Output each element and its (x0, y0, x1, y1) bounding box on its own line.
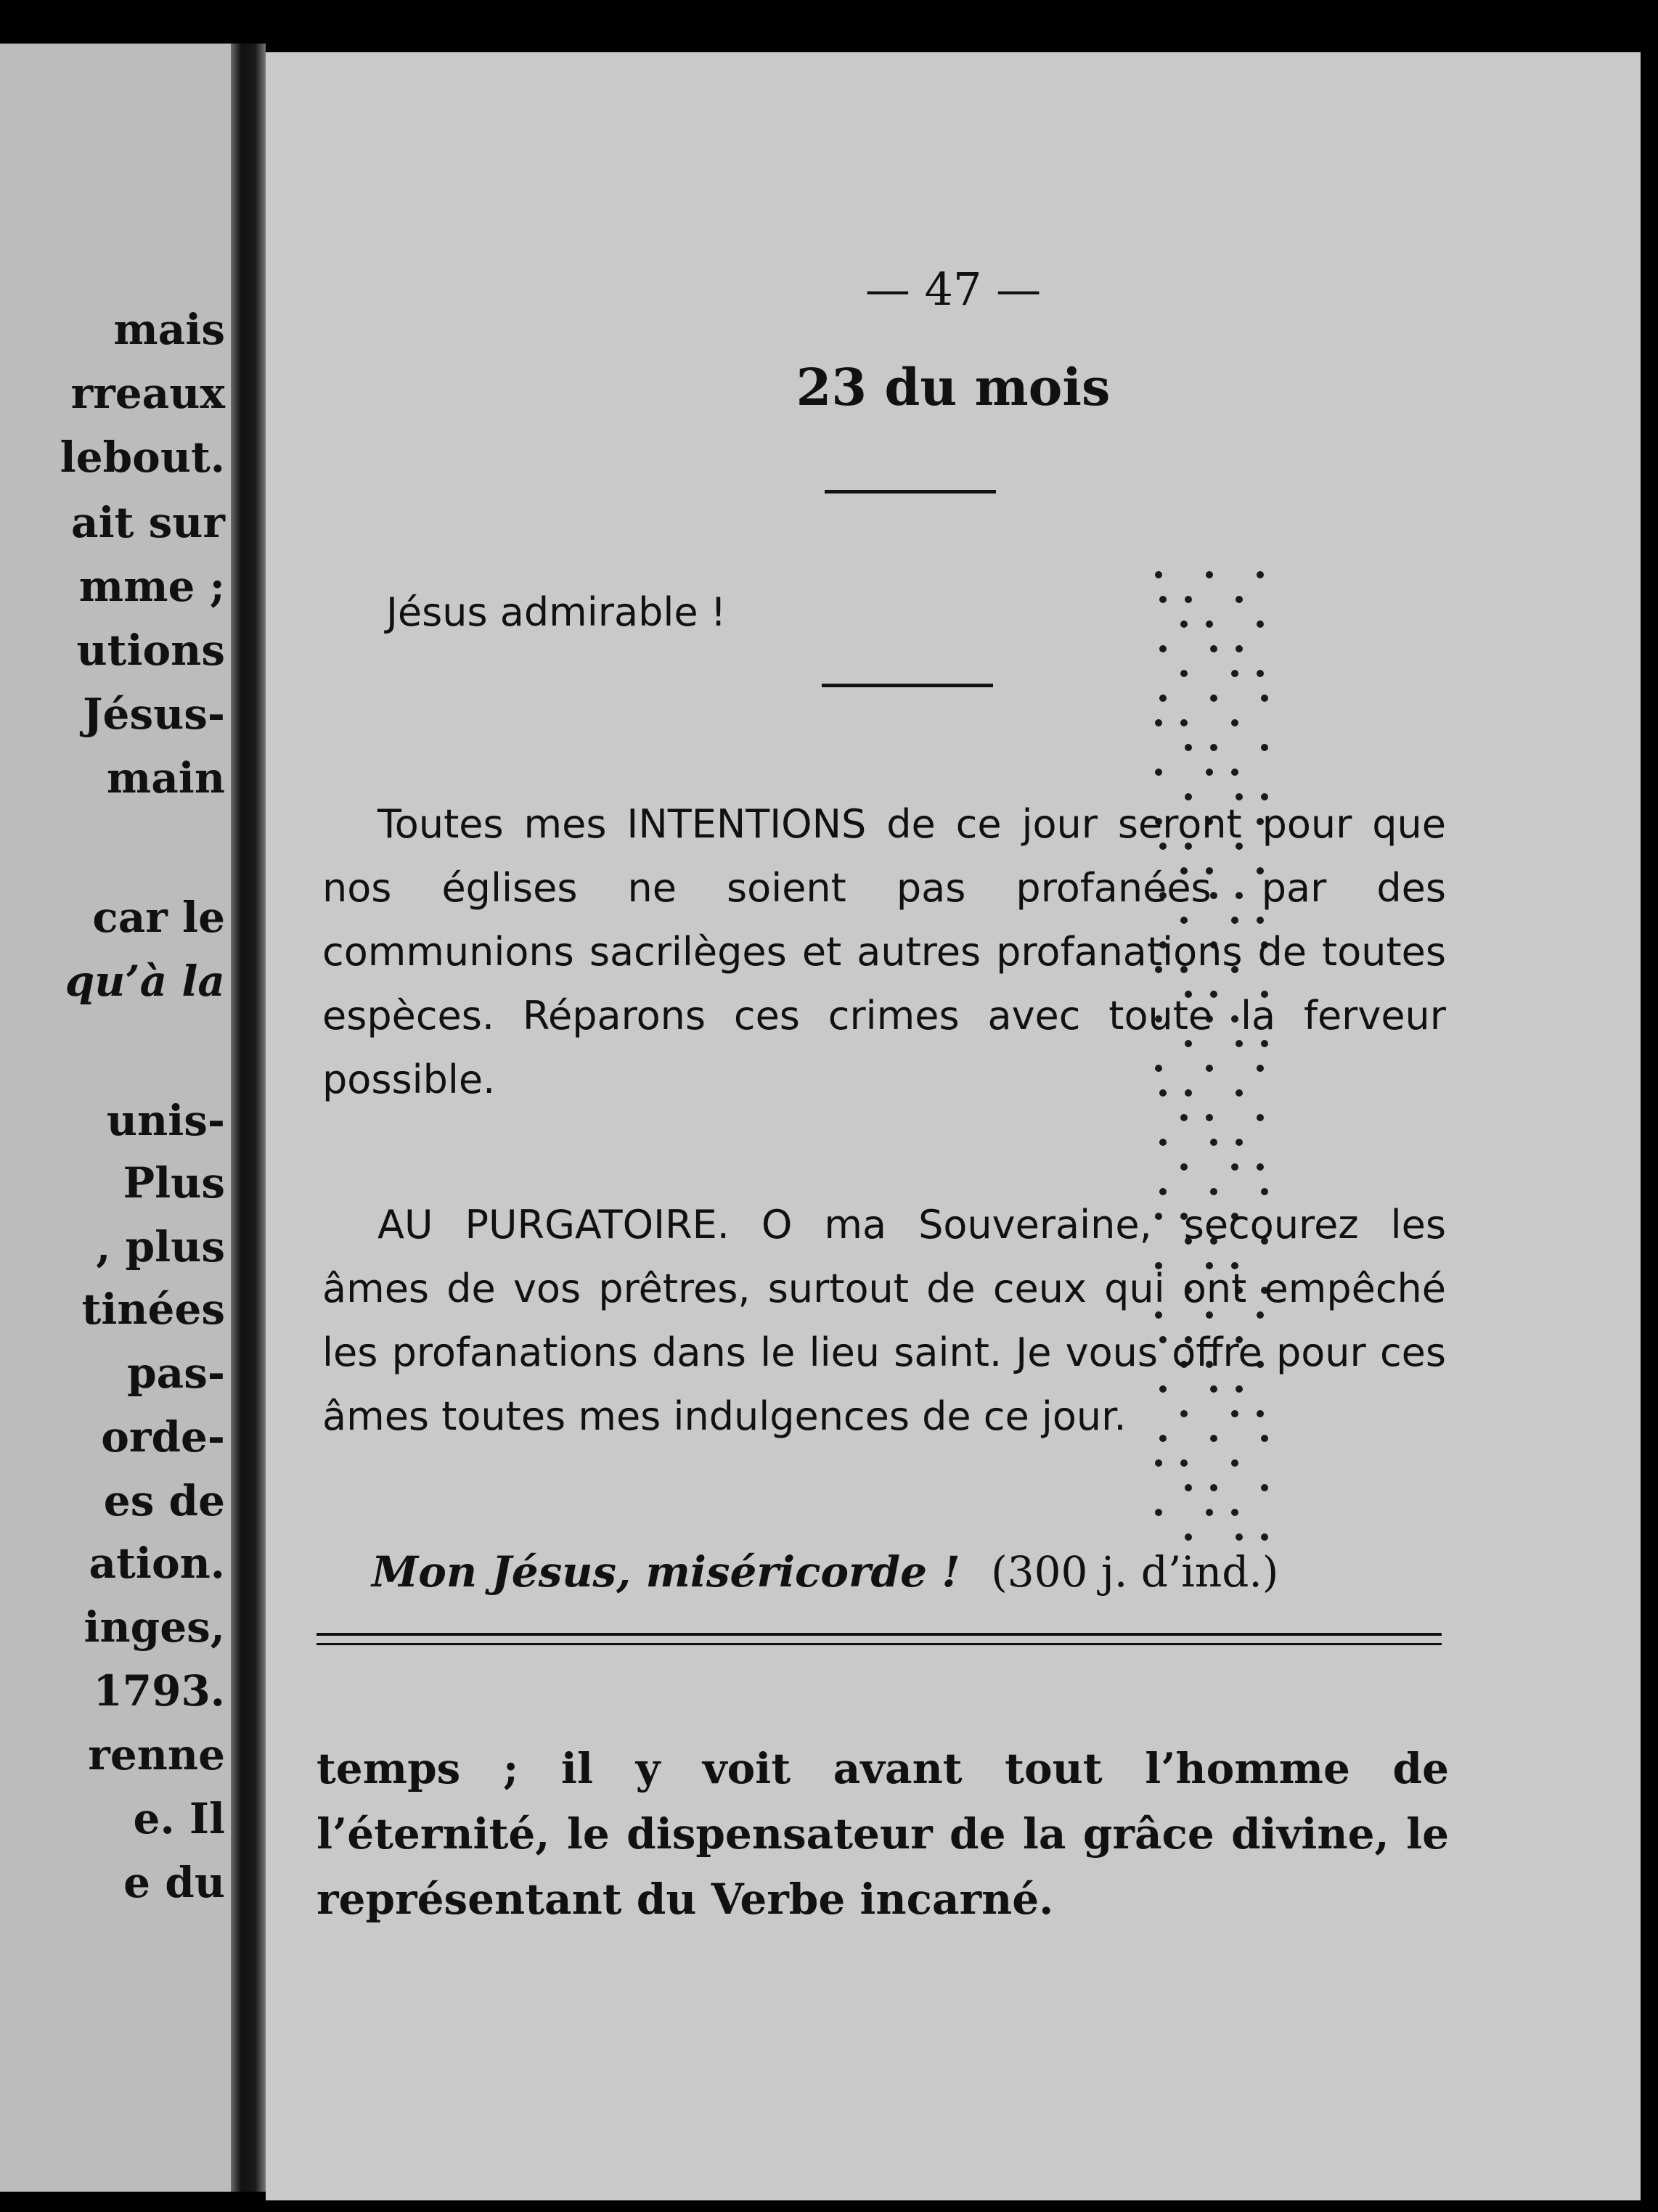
perforation-dot (1159, 695, 1167, 702)
left-page-line: car le (92, 893, 225, 942)
perforation-dot (1155, 1459, 1162, 1467)
perforation-dot (1206, 769, 1213, 776)
left-page-line: tinées (81, 1285, 225, 1334)
perforation-dot (1257, 1114, 1264, 1121)
left-page-line: , plus (96, 1222, 225, 1271)
book-spine (231, 44, 266, 2192)
perforation-dot (1210, 695, 1217, 702)
perforation-dot (1155, 719, 1162, 726)
page-number: — 47 — (865, 263, 1042, 316)
perforation-dot (1261, 1484, 1268, 1491)
perforation-dot (1180, 1163, 1188, 1171)
left-page-line: inges, (83, 1602, 225, 1652)
perforation-dot (1185, 744, 1192, 751)
perforation-dot (1159, 645, 1167, 652)
perforation-dot (1159, 596, 1167, 603)
ejaculation-italic: Mon Jésus, miséricorde ! (372, 1547, 960, 1597)
perforation-dot (1231, 1163, 1238, 1171)
perforation-dot (1210, 744, 1217, 751)
left-page-line: ation. (89, 1539, 225, 1588)
perforation-dot (1180, 719, 1188, 726)
perforation-dot (1236, 1533, 1243, 1541)
left-page-line: renne (88, 1730, 225, 1779)
perforation-dot (1155, 1509, 1162, 1516)
perforation-dot (1180, 1459, 1188, 1467)
left-page-line: lebout. (60, 433, 225, 482)
perforation-dot (1185, 1533, 1192, 1541)
perforation-dot (1210, 1484, 1217, 1491)
perforation-dot (1185, 1484, 1192, 1491)
perforation-dot (1206, 620, 1213, 628)
perforation-dot (1210, 1139, 1217, 1146)
separator-rule-1 (317, 1633, 1442, 1636)
left-page-line: mais (113, 305, 225, 354)
invocation-text: Jésus admirable ! (386, 589, 727, 635)
left-page-line: 1793. (93, 1666, 225, 1716)
left-page-line: orde- (101, 1412, 225, 1462)
left-page-line: pas- (127, 1348, 225, 1398)
left-page-line: unis- (106, 1096, 225, 1145)
left-page-line: e. Il (133, 1794, 225, 1843)
left-page-line: qu’à la (65, 957, 225, 1006)
perforation-dot (1159, 1139, 1167, 1146)
perforation-dot (1257, 620, 1264, 628)
left-page-line: mme ; (78, 562, 225, 611)
perforation-dot (1236, 645, 1243, 652)
perforation-dot (1257, 1163, 1264, 1171)
separator-rule-2 (317, 1643, 1442, 1645)
perforation-dot (1206, 571, 1213, 578)
purgatoire-paragraph: AU PURGATOIRE. O ma Souveraine, secourez les âmes de vos prêtres, surtout de ceux qui ont empêché les profanations dans le lieu saint. Je vous offre pour ces âmes toutes mes indulgences de ce jour. (322, 1202, 1446, 1439)
left-page-line: utions (76, 626, 225, 675)
perforation-dot (1180, 1114, 1188, 1121)
perforation-dot (1231, 719, 1238, 726)
perforation-dot (1236, 1139, 1243, 1146)
perforation-dot (1185, 596, 1192, 603)
perforation-dot (1180, 670, 1188, 677)
perforation-dot (1231, 769, 1238, 776)
left-page-line: main (106, 753, 225, 803)
left-page-line: e du (123, 1858, 225, 1907)
left-page-line: Jésus- (83, 689, 225, 739)
perforation-dot (1231, 670, 1238, 677)
indulgence-note: (300 j. d’ind.) (991, 1547, 1279, 1597)
title-rule-top (825, 490, 996, 493)
perforation-dot (1261, 1533, 1268, 1541)
facing-page-left (0, 44, 231, 2192)
perforation-dot (1261, 695, 1268, 702)
perforation-dot (1155, 769, 1162, 776)
continuation-paragraph: temps ; il y voit avant tout l’homme de l’éternité, le dispensateur de la grâce divine, le représentant du Verbe incarné. (317, 1744, 1449, 1924)
perforation-dot (1155, 571, 1162, 578)
left-page-line: ait sur (71, 498, 225, 547)
perforation-dot (1180, 620, 1188, 628)
book-page (266, 52, 1641, 2200)
perforation-dot (1261, 744, 1268, 751)
section-title: 23 du mois (796, 357, 1111, 417)
intentions-paragraph: Toutes mes INTENTIONS de ce jour seront pour que nos églises ne soient pas profanées par des communions sacrilèges et autres profanations de toutes espèces. Réparons ces crimes avec toute la ferveur possible. (322, 801, 1446, 1102)
ejaculatory-prayer (372, 1547, 1278, 1597)
perforation-dot (1206, 1509, 1213, 1516)
perforation-dot (1236, 596, 1243, 603)
left-page-line: rreaux (70, 369, 225, 418)
left-page-line: es de (103, 1476, 225, 1525)
perforation-dot (1210, 645, 1217, 652)
perforation-dot (1206, 1114, 1213, 1121)
perforation-dot (1257, 571, 1264, 578)
perforation-dot (1257, 670, 1264, 677)
perforation-dot (1231, 1459, 1238, 1467)
perforation-dot (1231, 1509, 1238, 1516)
left-page-line: Plus (123, 1158, 225, 1208)
title-rule-bottom (822, 684, 993, 687)
